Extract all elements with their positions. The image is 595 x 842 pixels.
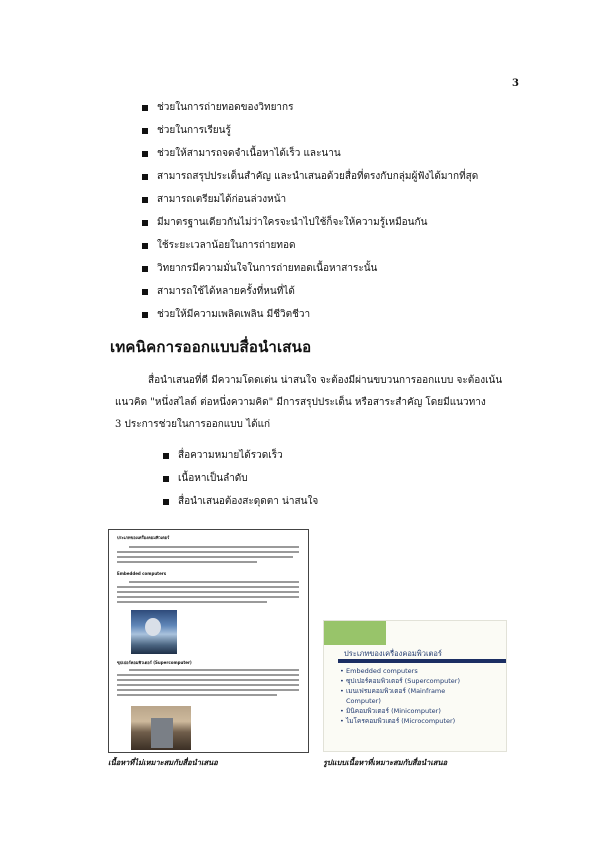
text-line: [117, 591, 299, 593]
unsuitable-slide-figure: [108, 529, 309, 753]
list-item: • Embedded computers: [340, 667, 418, 675]
list-item: มีมาตรฐานเดียวกันไม่ว่าใครจะนำไปใช้ก็จะให้ความรู้เหมือนกัน: [142, 211, 478, 234]
supercomputer-photo: [131, 706, 191, 750]
square-bullet-icon: [142, 220, 148, 226]
bullet-dot-icon: •: [340, 707, 344, 715]
square-bullet-icon: [142, 105, 148, 111]
square-bullet-icon: [163, 453, 169, 459]
slide-bullet-list: [340, 666, 460, 726]
text-line: [117, 601, 267, 603]
design-points-list: [163, 444, 318, 513]
text-line: [117, 694, 277, 696]
list-item: เนื้อหาเป็นลำดับ: [163, 467, 318, 490]
text-line: [117, 679, 299, 681]
square-bullet-icon: [142, 266, 148, 272]
list-item: ใช้ระยะเวลาน้อยในการถ่ายทอด: [142, 234, 478, 257]
list-item: ช่วยในการเรียนรู้: [142, 119, 478, 142]
title-underline: [338, 659, 506, 663]
text-line: [117, 689, 299, 691]
text-line: [129, 581, 299, 583]
bullet-dot-icon: •: [340, 687, 344, 695]
bullet-dot-icon: •: [340, 717, 344, 725]
list-item: สามารถใช้ได้หลายครั้งที่หนที่ได้: [142, 280, 478, 303]
square-bullet-icon: [142, 289, 148, 295]
list-item-continuation: Computer): [346, 697, 381, 705]
bullet-dot-icon: •: [340, 667, 344, 675]
paragraph-line: สื่อนำเสนอที่ดี มีความโดดเด่น น่าสนใจ จะต้องมีผ่านขบวนการออกแบบ จะต้องเน้น: [148, 375, 503, 386]
bullet-dot-icon: •: [340, 677, 344, 685]
intro-paragraph: [115, 370, 525, 436]
surgeon-photo: [131, 610, 177, 654]
paragraph-line: 3 ประการช่วยในการออกแบบ ได้แก่: [115, 419, 271, 430]
square-bullet-icon: [142, 197, 148, 203]
figure-title: ประเภทของเครื่องคอมพิวเตอร์: [117, 535, 170, 540]
square-bullet-icon: [142, 243, 148, 249]
square-bullet-icon: [163, 499, 169, 505]
list-item: ช่วยในการถ่ายทอดของวิทยากร: [142, 96, 478, 119]
text-line: [117, 556, 293, 558]
text-line: [129, 546, 299, 548]
text-line: [117, 551, 299, 553]
list-item: • ซุปเปอร์คอมพิวเตอร์ (Supercomputer): [340, 677, 460, 685]
square-bullet-icon: [142, 174, 148, 180]
figure-heading: ซุปเปอร์คอมพิวเตอร์ (Supercomputer): [117, 660, 192, 665]
benefits-list: [142, 96, 478, 326]
list-item: • ไมโครคอมพิวเตอร์ (Microcomputer): [340, 717, 456, 725]
square-bullet-icon: [142, 151, 148, 157]
text-line: [117, 684, 299, 686]
square-bullet-icon: [163, 476, 169, 482]
figure-heading: Embedded computers: [117, 571, 167, 576]
text-line: [117, 561, 257, 563]
suitable-slide-figure: [323, 620, 507, 752]
text-line: [117, 674, 299, 676]
accent-block: [324, 621, 386, 645]
paragraph-line: แนวคิด "หนึ่งสไลด์ ต่อหนึ่งความคิด" มีการสรุปประเด็น หรือสาระสำคัญ โดยมีแนวทาง: [115, 397, 486, 408]
text-line: [117, 596, 299, 598]
list-item: วิทยากรมีความมั่นใจในการถ่ายทอดเนื้อหาสาระนั้น: [142, 257, 478, 280]
figure-caption-left: เนื้อหาที่ไม่เหมาะสมกับสื่อนำเสนอ: [108, 758, 218, 767]
list-item: ช่วยให้มีความเพลิดเพลิน มีชีวิตชีวา: [142, 303, 478, 326]
page-number: 3: [512, 78, 519, 89]
square-bullet-icon: [142, 128, 148, 134]
list-item: • มินิคอมพิวเตอร์ (Minicomputer): [340, 707, 441, 715]
slide-title: ประเภทของเครื่องคอมพิวเตอร์: [344, 649, 442, 658]
list-item: สื่อความหมายได้รวดเร็ว: [163, 444, 318, 467]
list-item: สื่อนำเสนอต้องสะดุดตา น่าสนใจ: [163, 490, 318, 513]
figure-caption-right: รูปแบบเนื้อหาที่เหมาะสมกับสื่อนำเสนอ: [323, 758, 448, 767]
list-item: สามารถสรุปประเด็นสำคัญ และนำเสนอด้วยสื่อที่ตรงกับกลุ่มผู้ฟังได้มากที่สุด: [142, 165, 478, 188]
section-heading: เทคนิคการออกแบบสื่อนำเสนอ: [110, 338, 312, 356]
list-item: ช่วยให้สามารถจดจำเนื้อหาได้เร็ว และนาน: [142, 142, 478, 165]
list-item: สามารถเตรียมได้ก่อนล่วงหน้า: [142, 188, 478, 211]
text-line: [129, 669, 299, 671]
list-item: • เมนเฟรมคอมพิวเตอร์ (Mainframe: [340, 687, 446, 695]
square-bullet-icon: [142, 312, 148, 318]
text-line: [117, 586, 299, 588]
